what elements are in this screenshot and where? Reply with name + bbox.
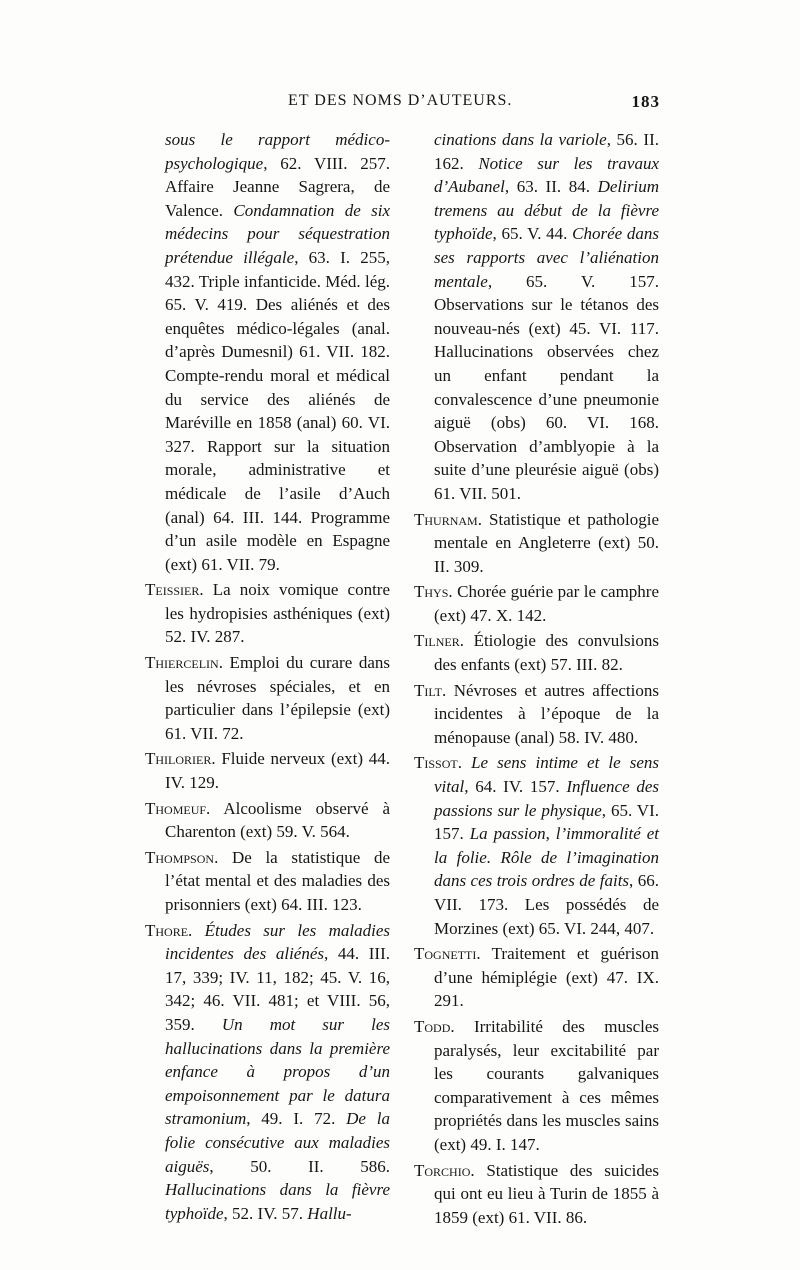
- entry-text: Alcoolisme observé à Charenton (ext) 59. V. 564.: [165, 798, 390, 842]
- entry-text: Statistique des suicides qui ont eu lieu à Turin de 1855 à 1859 (ext) 61. VII. 86.: [434, 1160, 659, 1227]
- index-entry: [414, 1159, 659, 1230]
- index-entry: [145, 919, 390, 1226]
- entry-text: Irritabilité des muscles paralysés, leur excitabilité par les courants galvaniques comparativement à ces mêmes propriétés dans les muscles sains (ext) 49. I. 147.: [434, 1016, 659, 1154]
- author-name: Thiercelin.: [145, 653, 223, 673]
- entry-text: La noix vomique contre les hydropisies asthéniques (ext) 52. IV. 287.: [165, 580, 390, 647]
- page-number: 183: [631, 92, 660, 111]
- author-name: Teissier.: [145, 580, 204, 600]
- author-name: Thomeuf.: [145, 798, 211, 818]
- author-name: Todd.: [414, 1016, 455, 1036]
- author-name: Torchio.: [414, 1160, 475, 1180]
- index-entry: [414, 679, 659, 750]
- index-entry: [145, 846, 390, 917]
- index-entry: [414, 751, 659, 940]
- index-entry: [414, 942, 659, 1013]
- index-entry: [145, 578, 390, 649]
- entry-text: De la statistique de l’état mental et des maladies des prisonniers (ext) 64. III. 123.: [165, 847, 390, 914]
- entry-text: Traitement et guérison d’une hémiplégie (ext) 47. IX. 291.: [434, 944, 659, 1011]
- entry-text: Fluide nerveux (ext) 44. IV. 129.: [165, 749, 390, 793]
- index-entry: [414, 1015, 659, 1157]
- author-name: Thys.: [414, 582, 453, 602]
- right-column: [414, 128, 659, 1231]
- index-entry: [145, 651, 390, 745]
- running-title: ET DES NOMS D’AUTEURS.: [288, 92, 513, 109]
- author-name: Thilorier.: [145, 749, 216, 769]
- index-entry: [414, 508, 659, 579]
- index-entry: [145, 747, 390, 794]
- entry-text: Études sur les maladies incidentes des aliénés, 44. III. 17, 339; IV. 11, 182; 45. V. 16, 342; 46. VII. 481; et VIII. 56, 359. Un mot sur les hallucinations dans la première enfance à propos d’un empoisonnement par le datura stramonium, 49. I. 72. De la folie consécutive aux maladies aiguës, 50. II. 586. Hallucinations dans la fièvre typhoïde, 52. IV. 57. Hallu-: [165, 920, 390, 1223]
- author-name: Thompson.: [145, 847, 219, 867]
- author-name: Thore.: [145, 920, 193, 940]
- author-name: Tognetti.: [414, 944, 481, 964]
- entry-text: Névroses et autres affections incidentes à l’époque de la ménopause (anal) 58. IV. 480.: [434, 680, 659, 747]
- index-entry: [414, 580, 659, 627]
- author-name: Tilt.: [414, 680, 447, 700]
- page-header: [140, 92, 660, 116]
- right-entries: [414, 508, 659, 1230]
- entry-text: Emploi du curare dans les névroses spéciales, et en particulier dans l’épilepsie (ext) 61. VII. 72.: [165, 653, 390, 743]
- entry-text: Étiologie des convulsions des enfants (ext) 57. III. 82.: [434, 631, 659, 675]
- author-name: Tilner.: [414, 631, 464, 651]
- author-name: Thurnam.: [414, 509, 482, 529]
- index-entry: [414, 629, 659, 676]
- author-name: Tissot.: [414, 753, 462, 773]
- entry-text: Statistique et pathologie mentale en Angleterre (ext) 50. II. 309.: [434, 509, 659, 576]
- entry-text: Chorée guérie par le camphre (ext) 47. X. 142.: [434, 582, 659, 625]
- index-entry: [145, 797, 390, 844]
- left-entries: [145, 578, 390, 1225]
- entry-text: Le sens intime et le sens vital, 64. IV. 157. Influence des passions sur le physique, 65. VI. 157. La passion, l’immoralité et la folie. Rôle de l’imagination dans ces trois ordres de faits, 66. VII. 173. Les possédés de Morzines (ext) 65. VI. 244, 407.: [434, 753, 660, 938]
- continuation-entry: sous le rapport médico-psychologique, 62. VIII. 257. Affaire Jeanne Sagrera, de Valence. Condamnation de six médecins pour séquestration prétendue illégale, 63. I. 255, 432. Triple infanticide. Méd. lég. 65. V. 419. Des aliénés et des enquêtes médico-légales (anal. d’après Dumesnil) 61. VII. 182. Compte-rendu moral et médical du service des aliénés de Maréville en 1858 (anal) 60. VI. 327. Rapport sur la situation morale, administrative et médicale de l’asile d’Auch (anal) 64. III. 144. Programme d’un asile modèle en Espagne (ext) 61. VII. 79.: [165, 130, 390, 574]
- continuation-entry: cinations dans la variole, 56. II. 162. Notice sur les travaux d’Aubanel, 63. II. 84. Delirium tremens au début de la fièvre typhoïde, 65. V. 44. Chorée dans ses rapports avec l’aliénation mentale, 65. V. 157. Observations sur le tétanos des nouveau-nés (ext) 45. VI. 117. Hallucinations observées chez un enfant pendant la convalescence d’une pneumonie aiguë (obs) 60. VI. 168. Observation d’amblyopie à la suite d’une pleurésie aiguë (obs) 61. VII. 501.: [434, 130, 660, 503]
- left-column: [145, 128, 390, 1227]
